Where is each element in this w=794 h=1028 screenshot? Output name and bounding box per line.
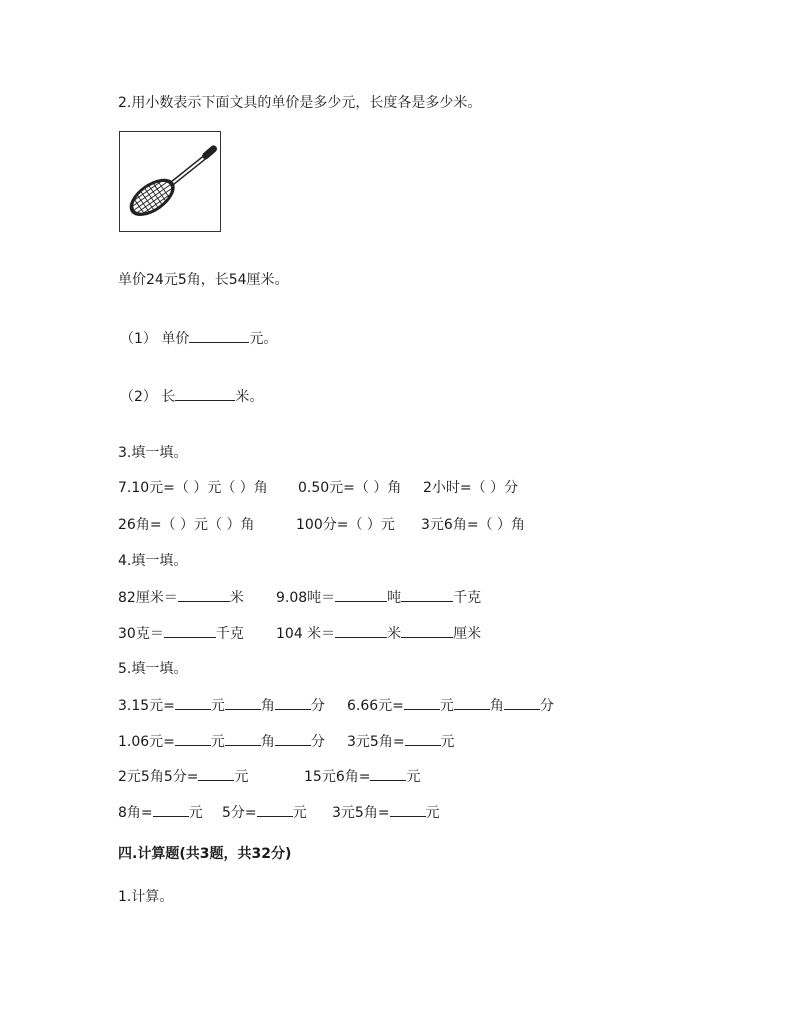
q3-row2-item: 100分=（ ）元 (296, 517, 395, 533)
q4-r2-a-unit: 千克 (215, 626, 244, 642)
q5-row4 (118, 802, 440, 823)
section4-title: 四.计算题(共3题，共32分) (118, 846, 292, 862)
q3-row1 (118, 478, 518, 498)
answer-blank[interactable] (370, 766, 406, 781)
racket-image (119, 131, 221, 232)
answer-blank[interactable] (175, 386, 235, 401)
q4-r2-b-unit1: 米 (387, 626, 402, 642)
q3-row2 (118, 515, 525, 535)
q5-r1-b: 6.66元= (347, 698, 404, 714)
q2-info: 单价24元5角，长54厘米。 (118, 272, 289, 288)
q3-row2-item: 3元6角=（ ）角 (421, 517, 525, 533)
q5-r1-a: 3.15元= (118, 698, 175, 714)
answer-blank[interactable] (175, 731, 211, 746)
q3-row1-item: 7.10元=（ ）元（ ）角 (118, 480, 268, 496)
answer-blank[interactable] (404, 695, 440, 710)
q3-title: 3.填一填。 (118, 445, 188, 461)
q5-r4-a: 8角= (118, 805, 153, 821)
q3-row1-item: 0.50元=（ ）角 (298, 480, 402, 496)
answer-blank[interactable] (178, 587, 230, 602)
q4-r1-a-unit: 米 (229, 590, 244, 606)
q5-r2-a-jiao: 角 (260, 734, 275, 750)
q5-r1-a-jiao: 角 (260, 698, 275, 714)
answer-blank[interactable] (390, 802, 426, 817)
tennis-racket-icon (120, 132, 220, 231)
q5-r3-b-yuan: 元 (406, 769, 421, 785)
q5-r1-b-jiao: 角 (489, 698, 504, 714)
answer-blank[interactable] (225, 695, 261, 710)
answer-blank[interactable] (275, 695, 311, 710)
q5-row1 (118, 695, 554, 716)
answer-blank[interactable] (164, 623, 216, 638)
q2-sub2-prefix: （2） 长 (120, 389, 176, 405)
answer-blank[interactable] (504, 695, 540, 710)
q5-r2-a: 1.06元= (118, 734, 175, 750)
answer-blank[interactable] (405, 731, 441, 746)
q5-r3-a: 2元5角5分= (118, 769, 199, 785)
q5-row3 (118, 766, 420, 787)
q4-r1-b-unit1: 吨 (387, 590, 402, 606)
q5-r4-b: 5分= (222, 805, 257, 821)
answer-blank[interactable] (335, 623, 387, 638)
q4-r1-b: 9.08吨＝ (276, 590, 336, 606)
q5-r3-b: 15元6角= (304, 769, 371, 785)
q2-sub2 (120, 386, 263, 407)
q2-sub2-suffix: 米。 (235, 389, 264, 405)
q5-r1-a-yuan: 元 (210, 698, 225, 714)
q4-r2-b: 104 米＝ (276, 626, 336, 642)
answer-blank[interactable] (401, 623, 453, 638)
q5-r2-a-yuan: 元 (210, 734, 225, 750)
answer-blank[interactable] (401, 587, 453, 602)
q4-r2-a: 30克＝ (118, 626, 164, 642)
q4-row2 (118, 623, 481, 644)
q5-r4-c: 3元5角= (332, 805, 390, 821)
answer-blank[interactable] (153, 802, 189, 817)
answer-blank[interactable] (257, 802, 293, 817)
answer-blank[interactable] (198, 766, 234, 781)
q2-sub1-suffix: 元。 (249, 331, 278, 347)
q4-r1-a: 82厘米＝ (118, 590, 178, 606)
q5-r2-b: 3元5角= (347, 734, 405, 750)
q4-title: 4.填一填。 (118, 553, 188, 569)
q5-r2-a-fen: 分 (310, 734, 325, 750)
q5-r4-c-yuan: 元 (425, 805, 440, 821)
answer-blank[interactable] (335, 587, 387, 602)
q2-sub1 (120, 328, 277, 349)
q4-r2-b-unit2: 厘米 (453, 626, 482, 642)
q5-r4-b-yuan: 元 (292, 805, 307, 821)
answer-blank[interactable] (225, 731, 261, 746)
q5-row2 (118, 731, 455, 752)
q5-r1-a-fen: 分 (310, 698, 325, 714)
answer-blank[interactable] (275, 731, 311, 746)
q4-row1 (118, 587, 481, 608)
answer-blank[interactable] (189, 328, 249, 343)
q2-sub1-prefix: （1） 单价 (120, 331, 190, 347)
q5-r3-a-yuan: 元 (234, 769, 249, 785)
q5-r1-b-fen: 分 (539, 698, 554, 714)
q4-r1-b-unit2: 千克 (453, 590, 482, 606)
s4q1-title: 1.计算。 (118, 889, 174, 905)
q3-row1-item: 2小时=（ ）分 (423, 480, 519, 496)
q2-title: 2.用小数表示下面文具的单价是多少元，长度各是多少米。 (118, 95, 482, 111)
answer-blank[interactable] (454, 695, 490, 710)
q5-title: 5.填一填。 (118, 661, 188, 677)
q5-r2-b-yuan: 元 (440, 734, 455, 750)
q3-row2-item: 26角=（ ）元（ ）角 (118, 517, 255, 533)
q5-r4-a-yuan: 元 (188, 805, 203, 821)
answer-blank[interactable] (175, 695, 211, 710)
q5-r1-b-yuan: 元 (439, 698, 454, 714)
